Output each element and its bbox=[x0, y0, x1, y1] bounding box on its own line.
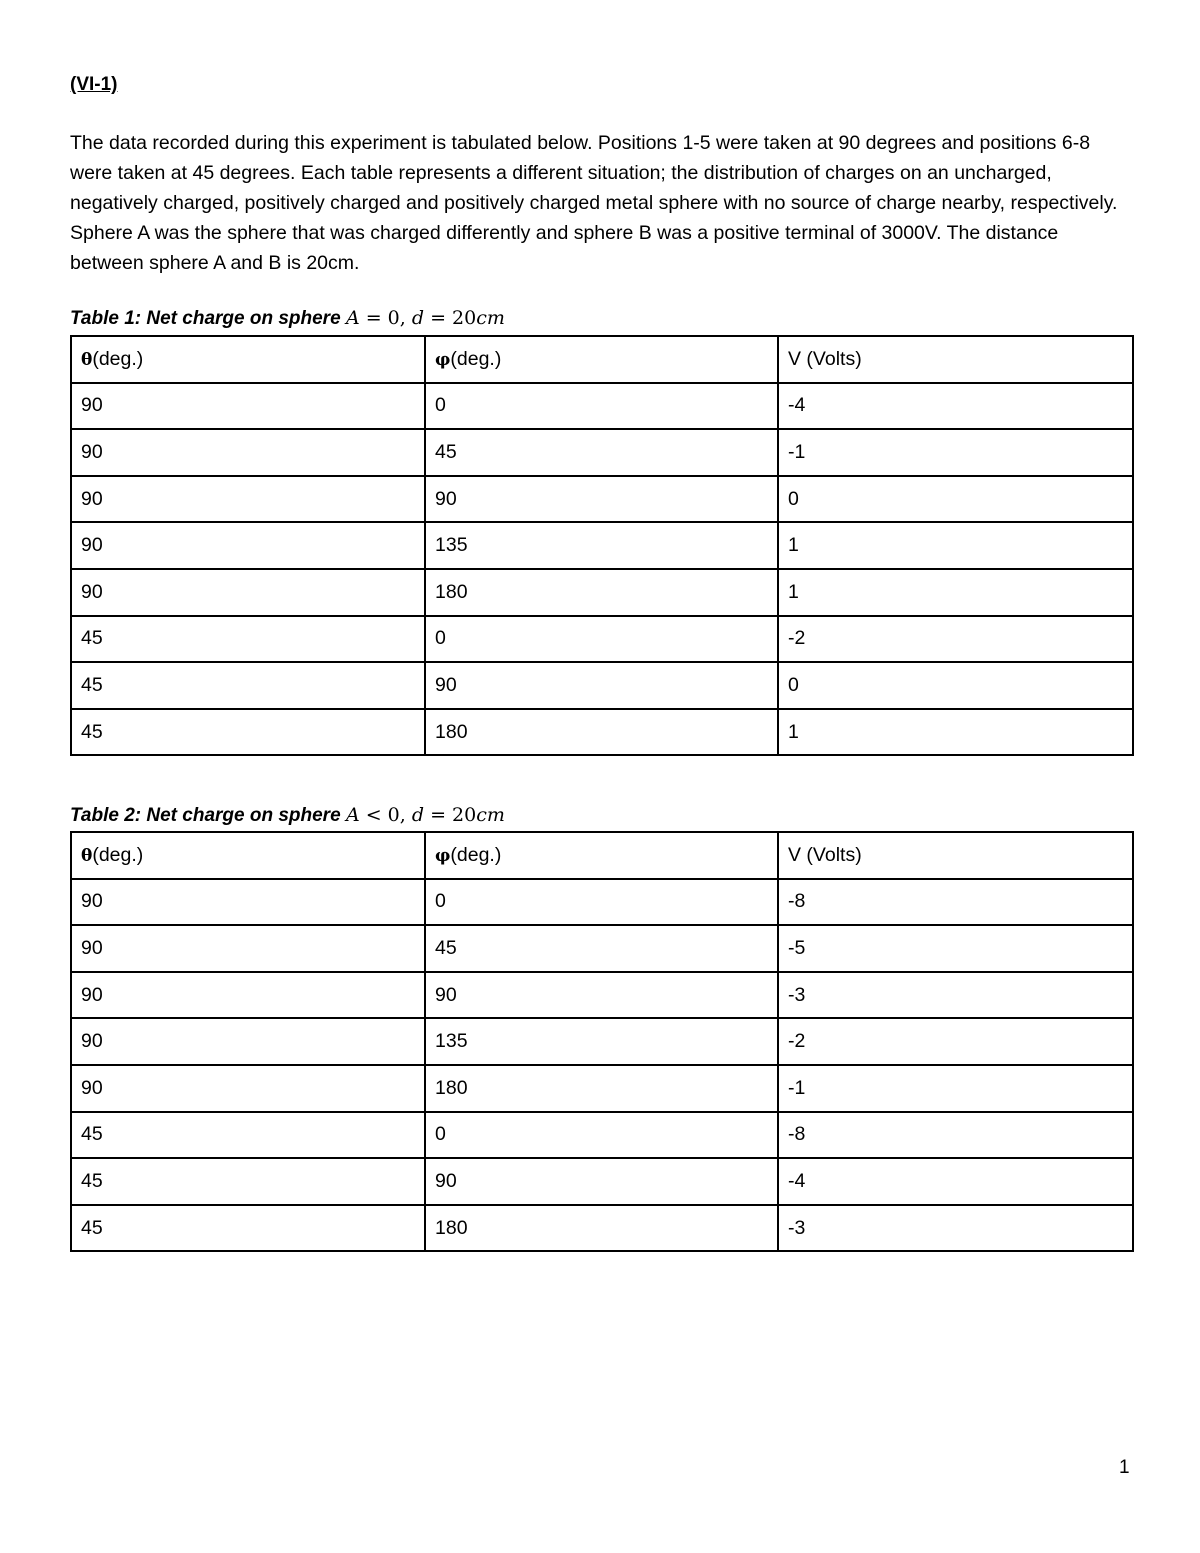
section-heading: (VI-1) bbox=[70, 74, 118, 95]
table-1-caption-math bbox=[346, 307, 505, 329]
cell-phi: 0 bbox=[425, 383, 778, 430]
header-label: (deg.) bbox=[92, 347, 144, 370]
cell-phi: 0 bbox=[425, 1112, 778, 1159]
cell-voltage: -8 bbox=[778, 1112, 1133, 1159]
table-header-row bbox=[71, 336, 1133, 383]
cell-voltage: 0 bbox=[778, 662, 1133, 709]
caption-var: A bbox=[345, 307, 360, 329]
cell-voltage: -4 bbox=[778, 1158, 1133, 1205]
cell-theta: 90 bbox=[71, 879, 425, 926]
table-row bbox=[71, 476, 1133, 523]
cell-phi: 45 bbox=[425, 925, 778, 972]
cell-theta: 90 bbox=[71, 522, 425, 569]
table-2-caption-math bbox=[346, 804, 505, 826]
cell-theta: 90 bbox=[71, 569, 425, 616]
table-row bbox=[71, 879, 1133, 926]
cell-theta: 90 bbox=[71, 1018, 425, 1065]
cell-theta: 45 bbox=[71, 709, 425, 756]
table-row bbox=[71, 925, 1133, 972]
caption-distance-unit: cm bbox=[476, 307, 505, 329]
caption-value: 0 bbox=[387, 804, 400, 826]
cell-voltage: -8 bbox=[778, 879, 1133, 926]
cell-theta: 45 bbox=[71, 1205, 425, 1252]
cell-phi: 90 bbox=[425, 662, 778, 709]
cell-theta: 90 bbox=[71, 429, 425, 476]
table-row bbox=[71, 1205, 1133, 1252]
header-label: (deg.) bbox=[92, 843, 144, 866]
cell-voltage: -2 bbox=[778, 1018, 1133, 1065]
table-row bbox=[71, 709, 1133, 756]
caption-relation: = bbox=[359, 307, 388, 329]
cell-theta: 45 bbox=[71, 616, 425, 663]
table-row bbox=[71, 1065, 1133, 1112]
caption-separator: , bbox=[399, 307, 412, 329]
cell-theta: 90 bbox=[71, 383, 425, 430]
cell-voltage: 1 bbox=[778, 569, 1133, 616]
cell-phi: 180 bbox=[425, 1065, 778, 1112]
caption-distance-value: 20 bbox=[452, 804, 477, 826]
table-row bbox=[71, 522, 1133, 569]
cell-theta: 90 bbox=[71, 925, 425, 972]
cell-theta: 45 bbox=[71, 1112, 425, 1159]
phi-symbol: φ bbox=[435, 845, 451, 866]
cell-phi: 135 bbox=[425, 522, 778, 569]
table-row bbox=[71, 972, 1133, 1019]
cell-phi: 90 bbox=[425, 972, 778, 1019]
cell-theta: 90 bbox=[71, 1065, 425, 1112]
header-voltage bbox=[778, 336, 1133, 383]
header-phi bbox=[425, 336, 778, 383]
table-row bbox=[71, 429, 1133, 476]
cell-voltage: -2 bbox=[778, 616, 1133, 663]
header-theta bbox=[71, 336, 425, 383]
header-phi bbox=[425, 832, 778, 879]
table-row bbox=[71, 662, 1133, 709]
table-row bbox=[71, 1158, 1133, 1205]
cell-voltage: -3 bbox=[778, 1205, 1133, 1252]
table-1-caption bbox=[70, 307, 505, 330]
table-row bbox=[71, 616, 1133, 663]
cell-voltage: -5 bbox=[778, 925, 1133, 972]
table-row bbox=[71, 1018, 1133, 1065]
caption-var: A bbox=[345, 804, 360, 826]
cell-phi: 180 bbox=[425, 1205, 778, 1252]
cell-phi: 90 bbox=[425, 476, 778, 523]
table-2-caption bbox=[70, 804, 505, 827]
phi-symbol: φ bbox=[435, 349, 451, 370]
theta-symbol: θ bbox=[81, 349, 93, 370]
caption-value: 0 bbox=[387, 307, 400, 329]
cell-voltage: 1 bbox=[778, 709, 1133, 756]
cell-phi: 0 bbox=[425, 879, 778, 926]
caption-distance-var: d bbox=[411, 804, 425, 826]
table-2 bbox=[70, 831, 1134, 1252]
cell-voltage: -3 bbox=[778, 972, 1133, 1019]
caption-separator: , bbox=[399, 804, 412, 826]
cell-phi: 90 bbox=[425, 1158, 778, 1205]
table-1-caption-text: Table 1: Net charge on sphere bbox=[70, 308, 346, 329]
table-header-row bbox=[71, 832, 1133, 879]
table-row bbox=[71, 383, 1133, 430]
cell-voltage: 1 bbox=[778, 522, 1133, 569]
cell-voltage: -1 bbox=[778, 429, 1133, 476]
header-voltage bbox=[778, 832, 1133, 879]
cell-voltage: 0 bbox=[778, 476, 1133, 523]
cell-theta: 90 bbox=[71, 476, 425, 523]
caption-relation: < bbox=[359, 804, 388, 826]
cell-theta: 90 bbox=[71, 972, 425, 1019]
caption-distance-value: 20 bbox=[452, 307, 477, 329]
cell-phi: 180 bbox=[425, 709, 778, 756]
table-row bbox=[71, 569, 1133, 616]
caption-distance-unit: cm bbox=[476, 804, 505, 826]
theta-symbol: θ bbox=[81, 845, 93, 866]
cell-voltage: -1 bbox=[778, 1065, 1133, 1112]
cell-voltage: -4 bbox=[778, 383, 1133, 430]
header-label: V (Volts) bbox=[788, 347, 862, 370]
cell-phi: 45 bbox=[425, 429, 778, 476]
intro-paragraph: The data recorded during this experiment is tabulated below. Positions 1-5 were taken at 90 degrees and positions 6-8 were taken at 45 degrees. Each table represents a different situation; the distribution of charges on an uncharged, negatively charged, positively charged and positively charged metal sphere with no source of charge nearby, respectively. Sphere A was the sphere that was charged differently and sphere B was a positive terminal of 3000V. The distance between sphere A and B is 20cm. bbox=[70, 132, 1118, 274]
caption-distance-var: d bbox=[411, 307, 425, 329]
table-2-caption-text: Table 2: Net charge on sphere bbox=[70, 805, 346, 826]
header-theta bbox=[71, 832, 425, 879]
header-label: V (Volts) bbox=[788, 843, 862, 866]
cell-phi: 180 bbox=[425, 569, 778, 616]
cell-theta: 45 bbox=[71, 662, 425, 709]
cell-theta: 45 bbox=[71, 1158, 425, 1205]
table-1 bbox=[70, 335, 1134, 756]
cell-phi: 0 bbox=[425, 616, 778, 663]
caption-distance-relation: = bbox=[424, 804, 453, 826]
header-label: (deg.) bbox=[450, 347, 502, 370]
header-label: (deg.) bbox=[450, 843, 502, 866]
page-number: 1 bbox=[1119, 1457, 1130, 1478]
cell-phi: 135 bbox=[425, 1018, 778, 1065]
caption-distance-relation: = bbox=[424, 307, 453, 329]
table-row bbox=[71, 1112, 1133, 1159]
